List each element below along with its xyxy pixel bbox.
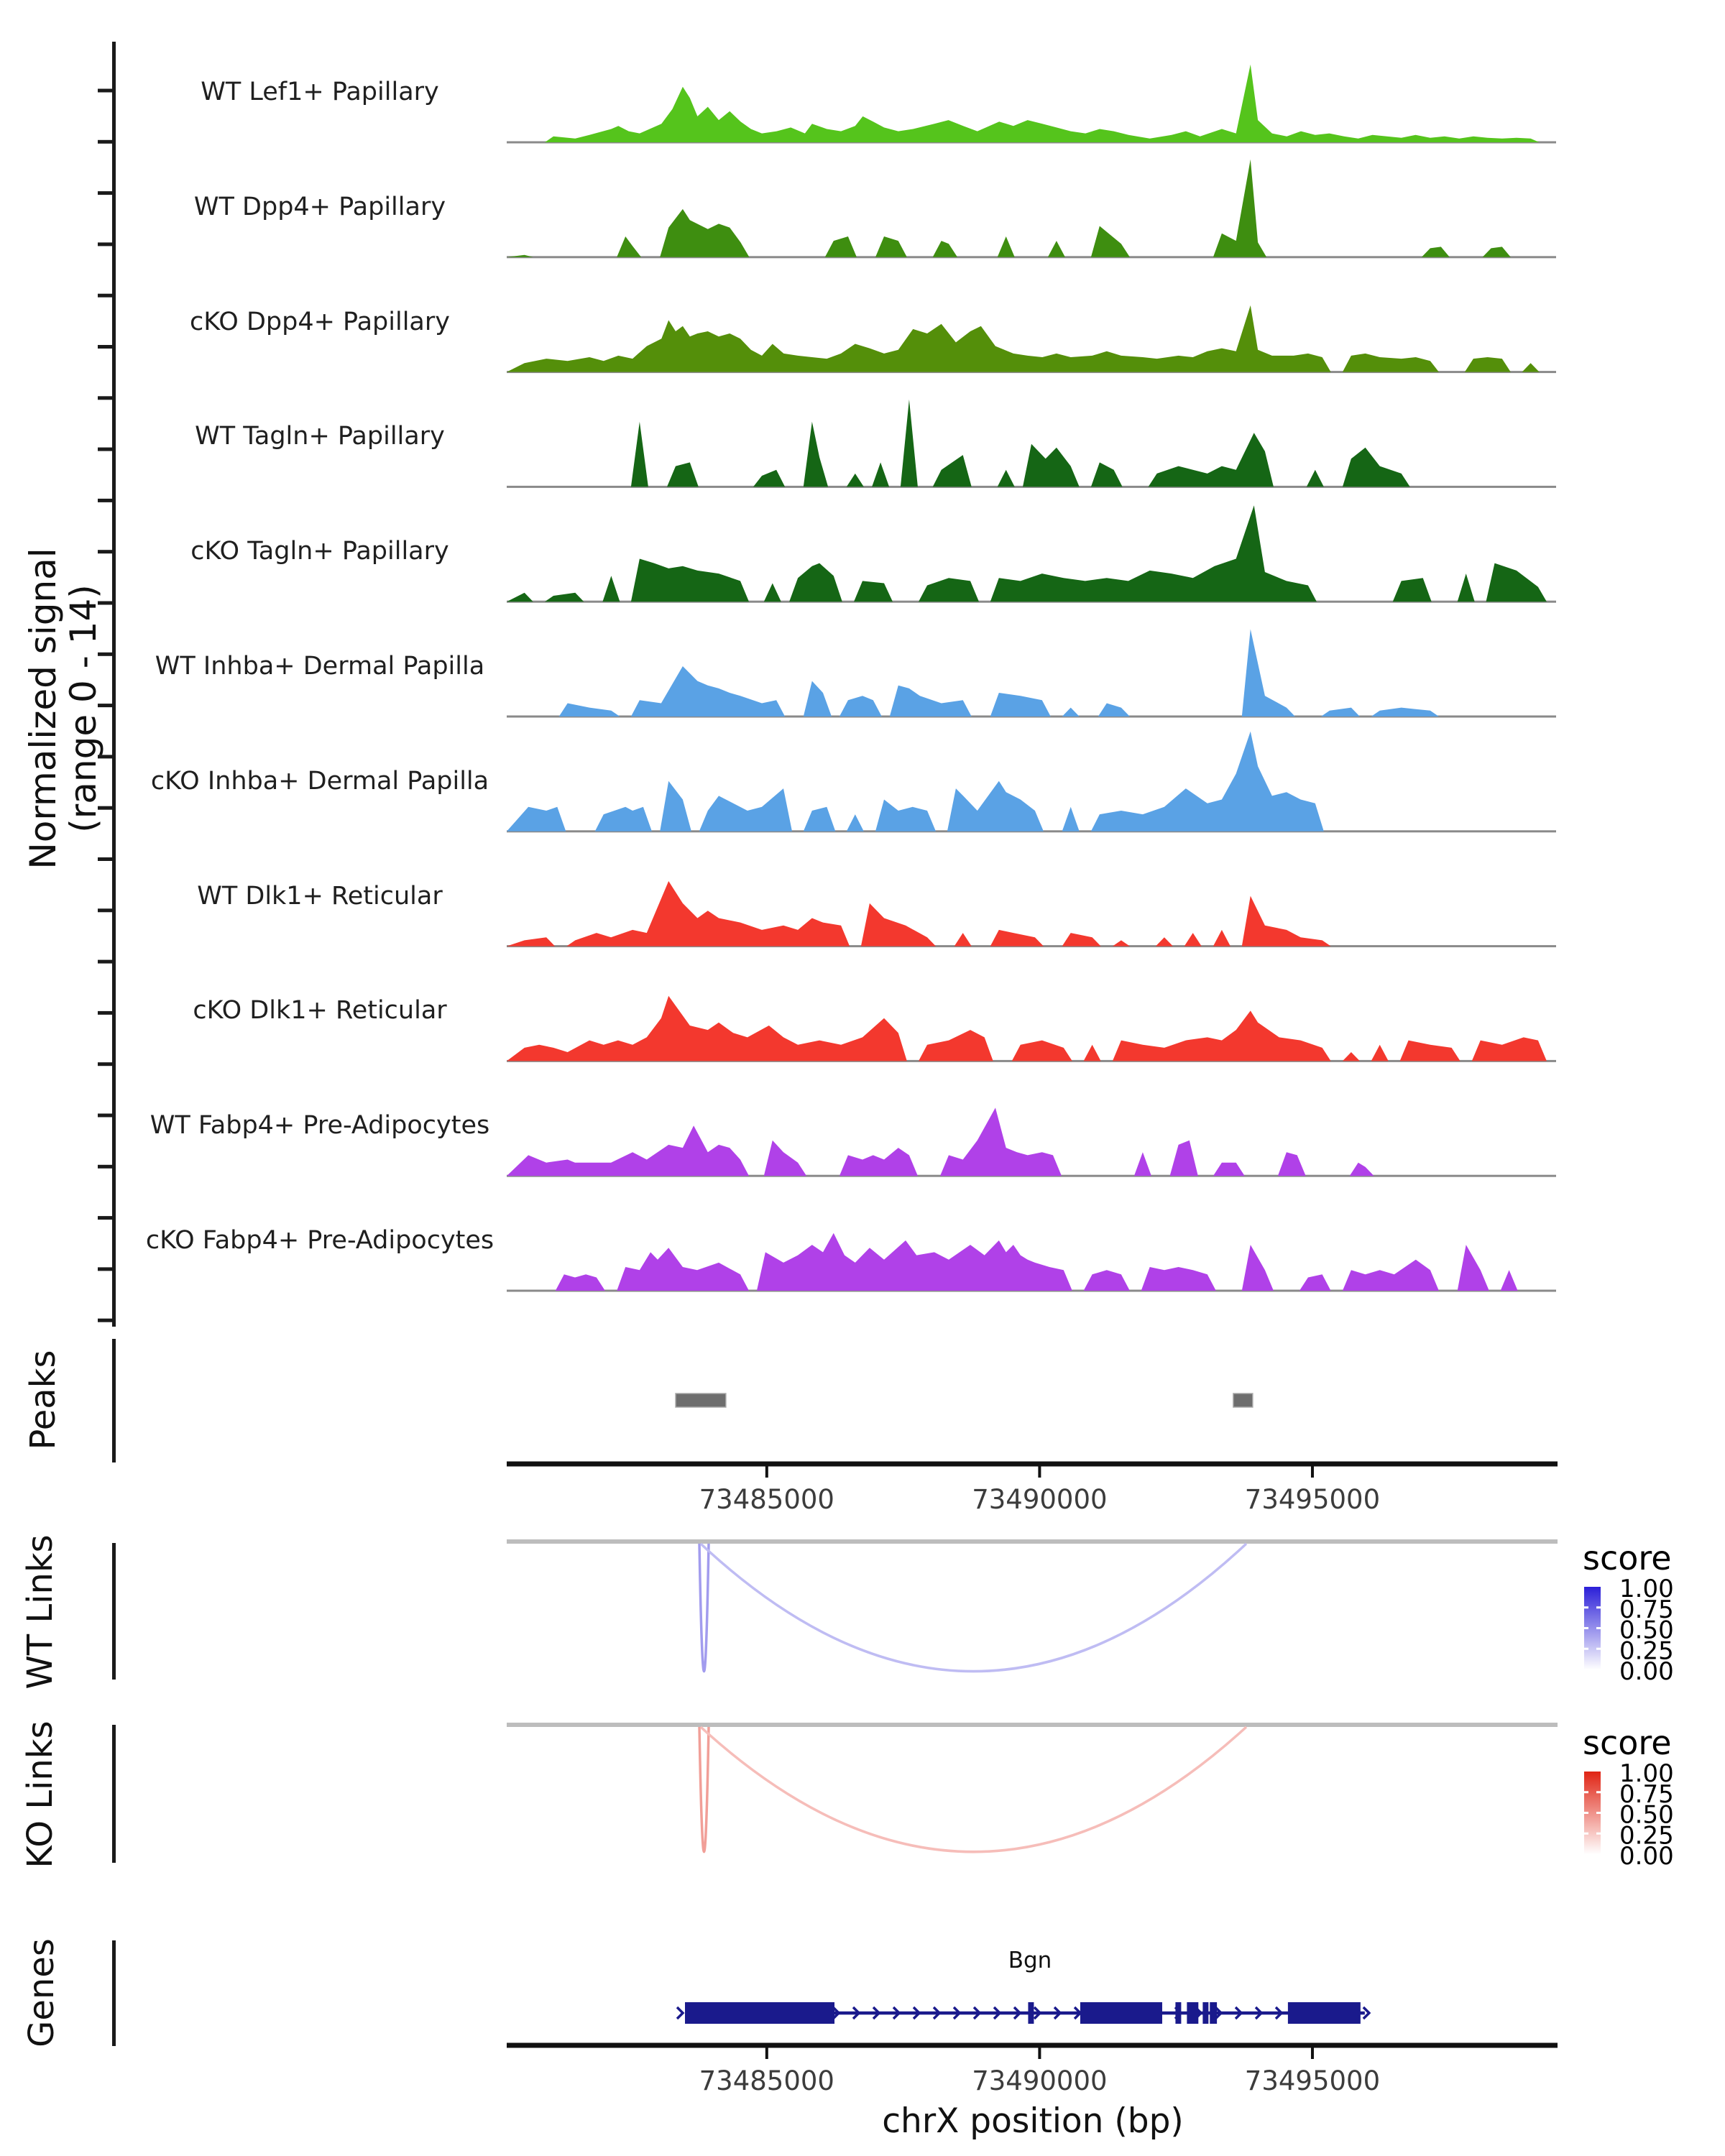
ko-legend-bar-tick (1584, 1812, 1588, 1814)
signal-area-9 (507, 996, 1552, 1061)
genome-axis-tick (1038, 2047, 1041, 2059)
wt-legend-bar-tick (1584, 1606, 1588, 1608)
wt-link-arc (699, 1544, 709, 1672)
signal-y-axis-tick (98, 1216, 112, 1220)
wt-legend-bar-tick (1596, 1648, 1601, 1650)
gene-name-label: Bgn (1008, 1948, 1052, 1973)
signal-y-axis-tick (98, 1165, 112, 1169)
gene-exon (1288, 2002, 1361, 2024)
signal-area-11 (507, 1233, 1552, 1291)
peaks-sidebar-line (112, 1339, 116, 1462)
track-label: WT Inhba+ Dermal Papilla (155, 652, 485, 681)
ko-legend-tick-label: 0.50 (1619, 1800, 1674, 1830)
wt-links-legend-title: score (1583, 1539, 1672, 1577)
track-label: cKO Dpp4+ Papillary (190, 307, 450, 336)
gene-exon (1202, 2002, 1208, 2024)
signal-area-7 (507, 732, 1552, 831)
gene-exon (1028, 2002, 1034, 2024)
signal-y-axis-tick (98, 1319, 112, 1322)
peaks-axis-tick (1038, 1466, 1041, 1478)
track-label: WT Lef1+ Papillary (201, 78, 439, 106)
ko-link-arc (699, 1727, 709, 1852)
signal-area-8 (507, 881, 1552, 946)
wt-legend-bar-tick (1596, 1627, 1601, 1629)
signal-y-axis-tick (98, 191, 112, 195)
signal-y-axis-tick (98, 140, 112, 144)
section-label-ko-links: KO Links (20, 1720, 60, 1869)
signal-y-axis-tick (98, 89, 112, 93)
ko-legend-tick-label: 1.00 (1619, 1759, 1674, 1788)
ko-legend-bar-tick (1596, 1833, 1601, 1835)
wt-legend-tick-label: 0.50 (1619, 1616, 1674, 1645)
y-axis-label (23, 277, 104, 1140)
genome-axis-tick-label: 73485000 (699, 2065, 834, 2096)
ko-legend-tick-label: 0.00 (1619, 1842, 1674, 1871)
ko-legend-tick-label: 0.75 (1619, 1779, 1674, 1809)
wt-legend-tick-label: 0.75 (1619, 1595, 1674, 1624)
track-label: cKO Tagln+ Papillary (190, 537, 449, 566)
peaks-axis-tick-label: 73495000 (1244, 1484, 1381, 1515)
peak-interval-box (676, 1393, 726, 1407)
signal-area-2 (507, 160, 1552, 257)
genome-axis-line (507, 2043, 1558, 2048)
x-axis-title: chrX position (bp) (882, 2101, 1184, 2141)
ko-legend-bar-tick (1596, 1812, 1601, 1814)
track-label: cKO Inhba+ Dermal Papilla (150, 766, 489, 796)
genes-sidebar-line (112, 1940, 116, 2046)
track-label: WT Tagln+ Papillary (195, 422, 445, 451)
signal-area-1 (507, 65, 1552, 142)
signal-area-3 (507, 305, 1552, 372)
genome-axis-tick-label: 73490000 (972, 2065, 1108, 2096)
signal-area-10 (507, 1107, 1552, 1176)
signal-area-4 (507, 400, 1552, 487)
genome-axis-tick (765, 2047, 768, 2059)
genome-axis-tick (1311, 2047, 1314, 2059)
wt-link-arc (701, 1544, 1246, 1672)
gene-exon (1210, 2002, 1217, 2024)
section-label-wt-links: WT Links (20, 1534, 60, 1690)
peaks-axis-tick-label: 73490000 (972, 1484, 1108, 1515)
y-axis-label-line1: Normalized signal (22, 548, 64, 870)
wt-legend-bar-tick (1596, 1606, 1601, 1608)
gene-exon (1187, 2002, 1198, 2024)
signal-y-axis-line (112, 42, 116, 1327)
gene-exon (1175, 2002, 1181, 2024)
track-label: WT Fabp4+ Pre-Adipocytes (150, 1111, 490, 1141)
peaks-axis-tick-label: 73485000 (699, 1484, 834, 1515)
ko-links-sidebar-line (112, 1725, 116, 1863)
ko-links-legend-title: score (1583, 1723, 1672, 1762)
wt-legend-tick-label: 0.25 (1619, 1636, 1674, 1666)
peak-interval-box (1233, 1393, 1253, 1407)
gene-exon (1080, 2002, 1162, 2024)
wt-legend-bar-tick (1584, 1627, 1588, 1629)
track-label: cKO Fabp4+ Pre-Adipocytes (145, 1226, 494, 1255)
signal-area-6 (507, 630, 1552, 717)
ko-link-arc (701, 1727, 1246, 1852)
y-axis-label-line2: (range 0 - 14) (63, 584, 104, 833)
genome-axis-tick-label: 73495000 (1244, 2065, 1381, 2096)
gene-start-arrow (677, 2007, 683, 2019)
wt-legend-tick-label: 1.00 (1619, 1575, 1674, 1603)
section-label-peaks: Peaks (23, 1350, 63, 1450)
peaks-axis-tick (1311, 1466, 1314, 1478)
peaks-axis-line (507, 1462, 1558, 1467)
wt-links-sidebar-line (112, 1543, 116, 1680)
wt-links-baseline (507, 1539, 1558, 1544)
ko-legend-bar-tick (1584, 1791, 1588, 1793)
signal-y-axis-tick (98, 242, 112, 246)
wt-legend-tick-label: 0.00 (1619, 1657, 1674, 1686)
track-label: WT Dlk1+ Reticular (197, 881, 443, 911)
signal-area-5 (507, 505, 1552, 602)
ko-legend-bar-tick (1596, 1791, 1601, 1793)
ko-links-baseline (507, 1723, 1558, 1727)
peaks-axis-tick (765, 1466, 768, 1478)
ko-legend-bar-tick (1584, 1833, 1588, 1835)
gene-exon (685, 2002, 834, 2024)
track-label: cKO Dlk1+ Reticular (193, 996, 447, 1026)
section-label-genes: Genes (22, 1938, 62, 2047)
track-label: WT Dpp4+ Papillary (193, 192, 446, 221)
signal-y-axis-tick (98, 1267, 112, 1271)
wt-legend-bar-tick (1584, 1648, 1588, 1650)
ko-legend-tick-label: 0.25 (1619, 1821, 1674, 1851)
